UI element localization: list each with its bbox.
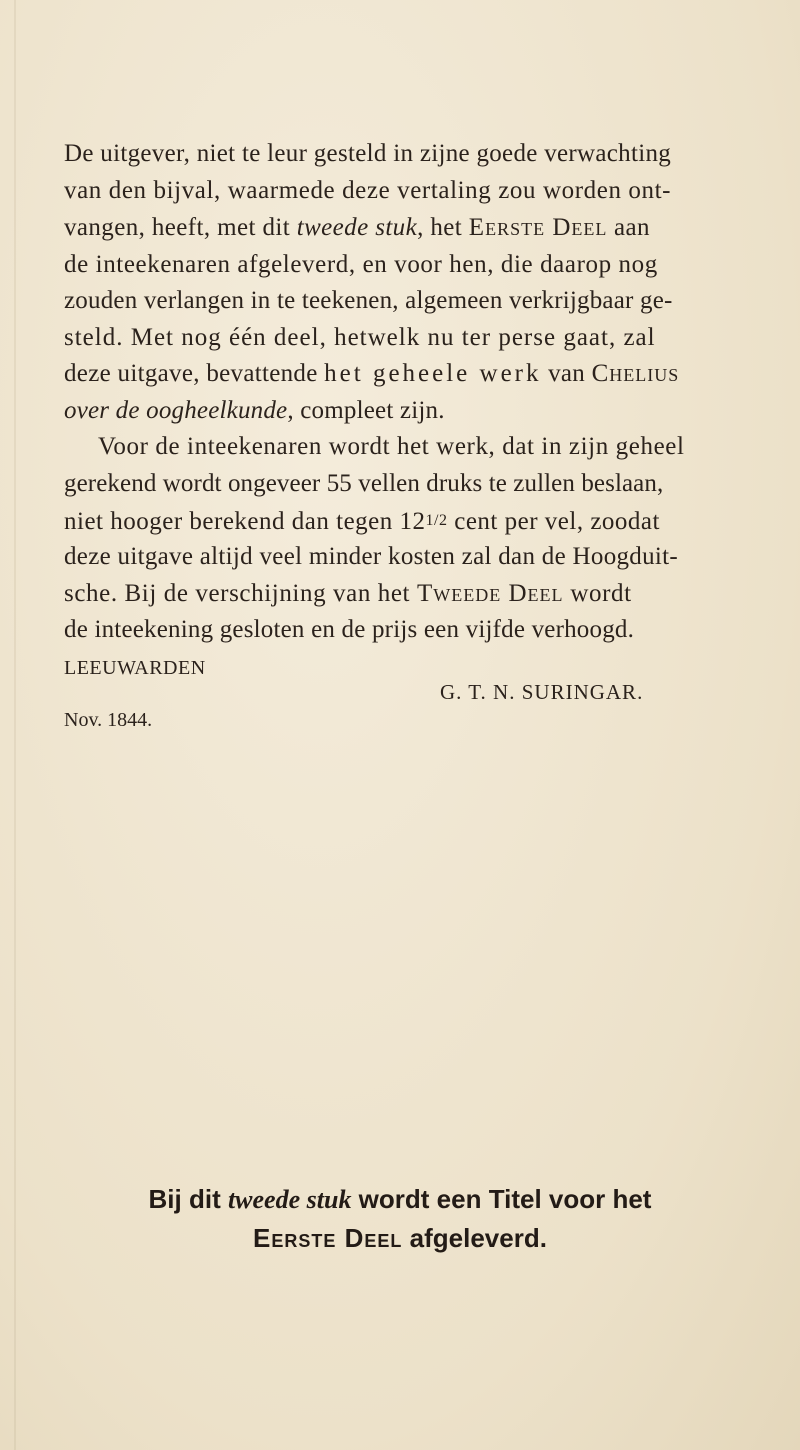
notice-line-11: niet hooger berekend dan tegen 121/2 cent per vel, zoodat bbox=[64, 508, 660, 535]
footer-line-2: Eerste Deel afgeleverd. bbox=[253, 1223, 547, 1253]
notice-line-5: zouden verlangen in te teekenen, algemeen verkrijgbaar ge- bbox=[64, 287, 673, 314]
notice-line-7: deze uitgave, bevattende het geheele werk van Chelius bbox=[64, 360, 680, 387]
notice-line-1: De uitgever, niet te leur gesteld in zijne goede verwachting bbox=[64, 140, 672, 167]
footer-emphasis: tweede stuk bbox=[227, 1185, 352, 1214]
notice-line-2: van den bijval, waarmede deze vertaling zou worden ont- bbox=[64, 177, 672, 204]
footer-eerste-deel: Eerste Deel bbox=[253, 1223, 403, 1253]
notice-line-3: vangen, heeft, met dit tweede stuk, het Eerste Deel aan bbox=[64, 214, 650, 241]
notice-line-9: Voor de inteekenaren wordt het werk, dat in zijn geheel bbox=[98, 433, 685, 460]
notice-line-13: sche. Bij de verschijning van het Tweede Deel wordt bbox=[64, 580, 632, 607]
author-name-smallcaps: Chelius bbox=[591, 360, 680, 387]
tweede-deel-smallcaps: Tweede Deel bbox=[416, 580, 564, 607]
notice-line-14: de inteekening gesloten en de prijs een vijfde verhoogd. bbox=[64, 616, 635, 643]
eerste-deel-smallcaps: Eerste Deel bbox=[468, 214, 608, 241]
book-title-italic: over de oogheelkunde bbox=[64, 397, 288, 424]
notice-line-8: over de oogheelkunde, compleet zijn. bbox=[64, 397, 445, 424]
notice-line-4: de inteekenaren afgeleverd, en voor hen, die daarop nog bbox=[64, 251, 658, 278]
imprint-publisher: G. T. N. SURINGAR. bbox=[440, 680, 644, 704]
notice-line-6: steld. Met nog één deel, hetwelk nu ter perse gaat, zal bbox=[64, 324, 656, 351]
footer-line-1: Bij dit tweede stuk wordt een Titel voor het bbox=[148, 1184, 652, 1214]
fraction-half: 1/2 bbox=[425, 512, 448, 529]
imprint-date: Nov. 1844. bbox=[64, 709, 153, 731]
spaced-emphasis: het geheele werk bbox=[324, 360, 542, 387]
emphasis-tweede-stuk: tweede stuk bbox=[296, 214, 418, 241]
imprint-place: LEEUWARDEN bbox=[64, 657, 206, 679]
notice-line-12: deze uitgave altijd veel minder kosten zal dan de Hoogduit- bbox=[64, 543, 679, 570]
notice-line-10: gerekend wordt ongeveer 55 vellen druks te zullen beslaan, bbox=[64, 470, 664, 497]
